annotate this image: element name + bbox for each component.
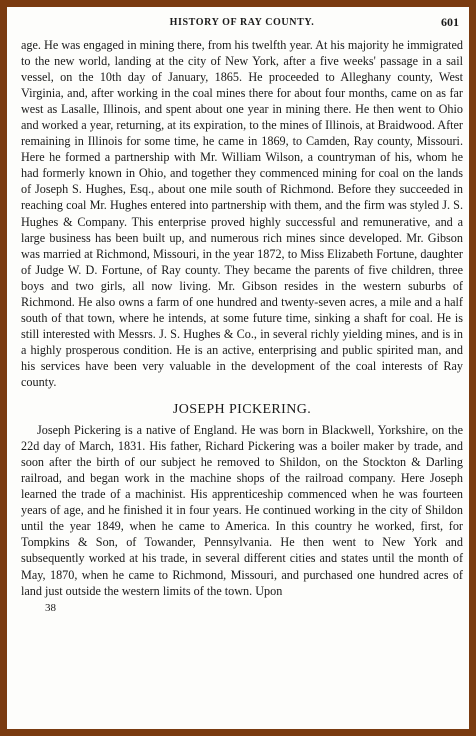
paragraph-gibson-biography: age. He was engaged in mining there, from his twelfth year. At his majority he immigrated to the new world, landing at the city of New York, after a five weeks' passage in a sail vessel, on the 10th day of January, 1865. He proceeded to Alleghany county, West Virginia, and, after working in the coal mines there for about four months, came on as far west as Lasalle, Illinois, and spent about one year in mining there. He then went to Ohio and worked a year, returning, at its expiration, to the mines of Illinois, at Braidwood. After remaining in Illinois for some time, he came in 1869, to Camden, Ray county, Missouri. Here he formed a partnership with Mr. William Wilson, a countryman of his, whom he had formerly known in Ohio, and together they commenced mining for coal on the lands of Joseph S. Hughes, Esq., about one mile south of Richmond. Before they succeeded in reaching coal Mr. Hughes entered into partnership with them, and the firm was styled J. S. Hughes & Company. This enterprise proved highly successful and remunerative, and a large business has been built up, and numerous rich mines since developed. Mr. Gibson was married at Richmond, Missouri, in the year 1872, to Miss Elizabeth Fortune, daughter of Judge W. D. Fortune, of Ray county. They became the parents of five children, three boys and two girls, all now living. Mr. Gibson resides in the western suburbs of Richmond. He also owns a farm of one hundred and twenty-seven acres, a mile and a half south of that town, where he intends, at some future time, sinking a shaft for coal. He is still interested with Messrs. J. S. Hughes & Co., in several richly yielding mines, and is in a highly prosperous condition. He is an active, enterprising and public spirited man, and his services have been very valuable in the development of the coal interests of Ray county. xyxy=(21,38,463,389)
section-title: JOSEPH PICKERING. xyxy=(172,402,312,418)
paragraph-pickering-biography: Joseph Pickering is a native of England. He was born in Blackwell, Yorkshire, on the 22d day of March, 1831. His father, Richard Pickering was a boiler maker by trade, and soon after the birth of our subject he removed to Shildon, on the Stockton & Darling railroad, and began work in the machine shops of the railroad company. Here Joseph learned the trade of a machinist. His apprenticeship commenced when he was fourteen years of age, and he finished it in four years. He continued working in the city of Shildon until the year 1849, when he came to America. In this country he worked, first, for Tompkins & Son, of Towander, Pennsylvania. He then went to New York and subsequently worked at his trade, in several different cities and states until the month of May, 1870, when he came to Richmond, Missouri, and purchased one hundred acres of land just outside the western limits of the town. Upon xyxy=(21,423,463,598)
signature-mark: 38 xyxy=(45,601,56,614)
page-text xyxy=(21,37,463,616)
book-page xyxy=(21,15,463,616)
page-header xyxy=(21,15,463,31)
page-number: 601 xyxy=(441,15,459,29)
running-head: HISTORY OF RAY COUNTY. xyxy=(169,17,315,28)
